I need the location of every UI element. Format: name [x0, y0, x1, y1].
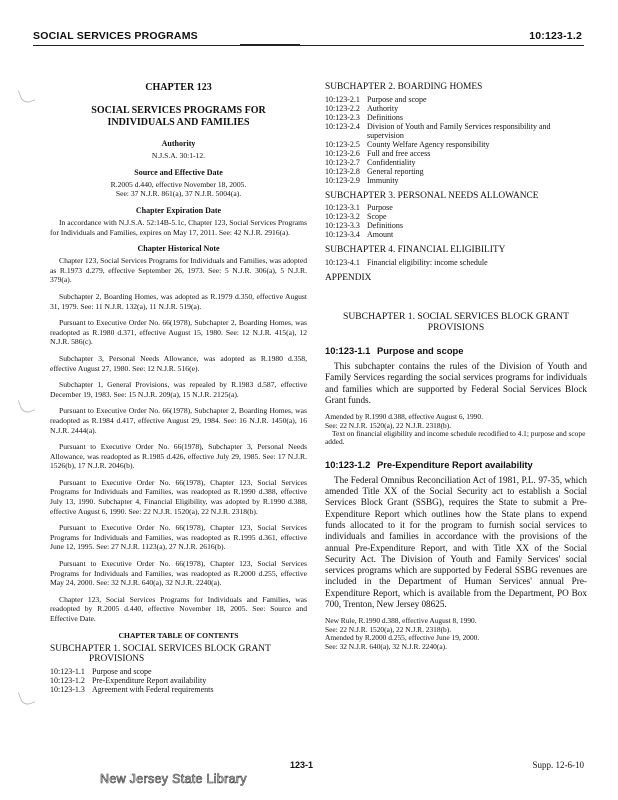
toc-appendix[interactable]: APPENDIX — [325, 272, 372, 283]
history-note: Chapter 123, Social Services Programs for Individuals and Families, was adopted as R.1973 d.279, effective September 26, 1973. See: 5 N.J.R. 306(a), 5 N.J.R. 379(a). — [50, 256, 308, 285]
toc-entry-title: Agreement with Federal requirements — [92, 684, 214, 694]
amendment-line: Text on financial eligibility and income schedule recodified to 4.1; purpose and scope added. — [325, 429, 586, 447]
subchapter-heading-line: PROVISIONS — [427, 322, 485, 333]
chapter-subtitle — [50, 105, 307, 129]
library-watermark: New Jersey State Library — [100, 772, 247, 786]
toc-entry-title: Financial eligibility: income schedule — [367, 257, 488, 267]
expiration-heading: Chapter Expiration Date — [135, 206, 222, 215]
toc-entry-number: 10:123-3.2 — [325, 212, 360, 221]
toc-entry-title: Purpose — [367, 203, 393, 212]
toc-subchapter-3-title: SUBCHAPTER 3. PERSONAL NEEDS ALLOWANCE — [325, 190, 539, 201]
toc-entry-number: 10:123-1.3 — [50, 684, 85, 694]
authority-heading: Authority — [161, 139, 196, 148]
toc-entry-number: 10:123-2.5 — [325, 139, 360, 149]
toc-entry[interactable] — [50, 685, 307, 694]
toc-entry-title: Definitions — [367, 221, 403, 230]
toc-entry-number: 10:123-2.6 — [325, 148, 360, 158]
toc-entry-title: Full and free access — [367, 148, 431, 158]
toc-entry-title: Confidentiality — [367, 157, 416, 167]
history-heading: Chapter Historical Note — [137, 244, 220, 254]
toc-entry-number: 10:123-4.1 — [325, 257, 360, 267]
toc-entry-title: Scope — [367, 212, 387, 221]
supplement-date: Supp. 12-6-10 — [532, 760, 584, 770]
toc-entry[interactable] — [325, 167, 587, 176]
header-rule — [33, 45, 584, 46]
amendment-line: See: 22 N.J.R. 1520(a), 22 N.J.R. 2318(b). — [325, 420, 452, 430]
rule-amendment-note — [325, 617, 587, 651]
running-head-right: 10:123-1.2 — [529, 30, 582, 42]
toc-heading: CHAPTER TABLE OF CONTENTS — [118, 630, 239, 640]
chapter-subtitle-line: INDIVIDUALS AND FAMILIES — [107, 117, 250, 128]
margin-mark — [18, 396, 35, 415]
amendment-line: See: 32 N.J.R. 640(a), 32 N.J.R. 2240(a). — [325, 641, 447, 651]
history-note: Subchapter 3, Personal Needs Allowance, was adopted as R.1980 d.358, effective August 27, 1980. See: 12 N.J.R. 516(e). — [50, 353, 307, 373]
toc-subchapter-4-title: SUBCHAPTER 4. FINANCIAL ELIGIBILITY — [325, 245, 506, 255]
toc-entry-number: 10:123-2.3 — [325, 112, 360, 122]
toc-entry[interactable] — [325, 149, 587, 158]
toc-entry-number: 10:123-2.1 — [325, 94, 360, 104]
toc-entry-title: Purpose and scope — [92, 666, 152, 676]
toc-entry-number: 10:123-1.1 — [50, 666, 85, 676]
toc-entry-title: Amount — [367, 230, 394, 239]
toc-entry-number: 10:123-2.4 — [325, 121, 360, 131]
toc-entry-number: 10:123-3.1 — [325, 203, 360, 212]
toc-entry-number: 10:123-2.8 — [325, 166, 360, 176]
rule-heading — [325, 345, 587, 356]
rule-amendment-note — [325, 413, 587, 447]
toc-entry[interactable] — [50, 667, 307, 676]
toc-entry-number: 10:123-2.2 — [325, 103, 360, 113]
margin-mark — [18, 86, 35, 105]
expiration-text: In accordance with N.J.S.A. 52:14B-5.1c, Chapter 123, Social Services Programs for Individuals and Families, expires on May 17, 2011. See: 42 N.J.R. 2916(a). — [50, 218, 307, 237]
toc-entry[interactable] — [325, 258, 587, 267]
toc-entry[interactable] — [50, 676, 307, 685]
left-column — [50, 82, 307, 700]
toc-entry[interactable] — [325, 140, 587, 149]
toc-subchapter-2-list — [325, 95, 587, 185]
margin-mark — [18, 688, 35, 707]
toc-subchapter-1-title — [50, 644, 307, 665]
source-heading: Source and Effective Date — [134, 168, 223, 177]
rule-body: This subchapter contains the rules of the Division of Youth and Family Services regarding the social services programs for individuals and families which are supported by Federal Social Services Block Grant funds. — [325, 361, 587, 405]
subchapter-heading-line: SUBCHAPTER 1. SOCIAL SERVICES BLOCK GRANT — [343, 311, 569, 322]
rule-body: The Federal Omnibus Reconciliation Act of 1981, P.L. 97-35, which amended Title XX of the Social Security act to establish a Social Services Block Grant (SSBG), requires the State to submit a Pre-Expenditure Report which outlines how the State plans to expend funds allocated to it for the program to furnish social services to individuals and families in accordance with the provisions of the annual Pre-Expenditure Report, and with Title XX of the Social Security Act. The Division of Youth and Family Services' social services programs which are supported by Federal SSBG revenues are included in the Department of Human Services' annual Pre-Expenditure Report, which is available from the Department, PO Box 700, Trenton, New Jersey 08625. — [325, 474, 587, 610]
toc-entry-number: 10:123-1.2 — [50, 675, 85, 685]
toc-entry-title: Authority — [367, 103, 399, 113]
chapter-subtitle-line: SOCIAL SERVICES PROGRAMS FOR — [91, 105, 266, 116]
toc-entry-title: Immunity — [367, 175, 399, 185]
history-note: Pursuant to Executive Order No. 66(1978), Subchapter 3, Personal Needs Allowance, was readopted as R.1985 d.426, effective July 29, 1985. See: 17 N.J.R. 1526(b), 17 N.J.R. 2046(b). — [50, 442, 307, 471]
toc-entry[interactable] — [325, 104, 587, 113]
toc-entry-title: County Welfare Agency responsibility — [367, 139, 490, 149]
subchapter-1-heading — [325, 311, 587, 333]
authority-text: N.J.S.A. 30:1-12. — [151, 151, 206, 160]
rule-title: Purpose and scope — [377, 345, 464, 356]
toc-entry-number: 10:123-2.9 — [325, 175, 360, 185]
toc-entry[interactable] — [325, 221, 587, 230]
history-note: Pursuant to Executive Order No. 66(1978), Subchapter 2, Boarding Homes, was readopted as R.1984 d.417, effective August 29, 1984. See: 16 N.J.R. 1450(a), 16 N.J.R. 2444(a). — [50, 406, 307, 435]
toc-entry[interactable] — [325, 113, 587, 122]
toc-subchapter-2-title: SUBCHAPTER 2. BOARDING HOMES — [325, 82, 483, 92]
history-note: Pursuant to Executive Order No. 66(1978), Chapter 123, Social Services Programs for Individuals and Families, was readopted as R.1995 d.361, effective June 12, 1995. See: 27 N.J.R. 1123(a), 27 N.J.R. 2616(b). — [50, 523, 307, 552]
toc-entry-number: 10:123-3.4 — [325, 230, 360, 239]
history-note: Subchapter 2, Boarding Homes, was adopted as R.1979 d.350, effective August 31, 1979. See: 11 N.J.R. 132(a), 11 N.J.R. 519(a). — [50, 291, 307, 311]
toc-subchapter-line: PROVISIONS — [89, 654, 145, 665]
toc-entry[interactable] — [325, 158, 587, 167]
header-rule-accent — [240, 44, 300, 46]
running-head-left: SOCIAL SERVICES PROGRAMS — [33, 30, 198, 42]
rule-number: 10:123-1.1 — [325, 345, 371, 356]
toc-entry[interactable] — [325, 230, 587, 239]
chapter-title: CHAPTER 123 — [145, 82, 212, 93]
toc-subchapter-4-list — [325, 258, 587, 267]
rule-heading — [325, 459, 587, 470]
toc-entry[interactable] — [325, 95, 587, 104]
amendment-line: New Rule, R.1990 d.388, effective August 8, 1990. — [325, 616, 477, 626]
toc-entry[interactable] — [325, 176, 587, 185]
toc-entry-title: General reporting — [367, 166, 424, 176]
rule-number: 10:123-1.2 — [325, 458, 371, 470]
toc-entry-number: 10:123-2.7 — [325, 157, 360, 167]
toc-entry[interactable] — [325, 203, 587, 212]
history-note: Pursuant to Executive Order No. 66(1978), Chapter 123, Social Services Programs for Individuals and Families, was readopted as R.2000 d.255, effective May 24, 2000. See: 32 N.J.R. 640(a), 32 N.J.R. 2240(a). — [50, 559, 307, 588]
toc-entry-title: Division of Youth and Family Services responsibility and supervision — [367, 121, 551, 140]
source-line: See: 37 N.J.R. 861(a), 37 N.J.R. 5004(a). — [115, 189, 242, 198]
amendment-line: Amended by R.1990 d.388, effective August 6, 1990. — [325, 412, 483, 422]
amendment-line: Amended by R.2000 d.255, effective June 19, 2000. — [325, 633, 480, 643]
toc-subchapter-1-list — [50, 667, 307, 694]
toc-subchapter-3-list — [325, 203, 587, 239]
toc-entry-title: Purpose and scope — [367, 94, 427, 104]
toc-entry-number: 10:123-3.3 — [325, 221, 360, 230]
page-number: 123-1 — [290, 760, 314, 770]
toc-entry[interactable] — [325, 212, 587, 221]
history-note: Subchapter 1, General Provisions, was repealed by R.1983 d.587, effective December 19, 1983. See: 15 N.J.R. 209(a), 15 N.J.R. 2125(a). — [50, 380, 307, 399]
source-line: R.2005 d.440, effective November 18, 2005. — [110, 180, 247, 189]
right-column — [325, 82, 587, 663]
history-note: Pursuant to Executive Order No. 66(1978), Subchapter 2, Boarding Homes, was readopted as R.1980 d.371, effective August 15, 1980. See: 12 N.J.R. 415(a), 12 N.J.R. 586(c). — [50, 318, 307, 347]
toc-entry[interactable] — [325, 122, 587, 140]
history-note: Chapter 123, Social Services Programs for Individuals and Families, was readopted by R.2005 d.440, effective November 18, 2005. See: Source and Effective Date. — [50, 594, 307, 623]
toc-entry-title: Definitions — [367, 112, 403, 122]
toc-subchapter-line: SUBCHAPTER 1. SOCIAL SERVICES BLOCK GRANT — [50, 643, 271, 654]
history-note: Pursuant to Executive Order No. 66(1978), Chapter 123, Social Services Programs for Individuals and Families, was readopted as R.1990 d.388, effective July 13, 1990. Subchapter 4, Financial Eligibility, was adopted by R.1990 d.388, effective August 6, 1990. See: 22 N.J.R. 1520(a), 22 N.J.R. 2318(b). — [50, 477, 307, 516]
rule-title: Pre-Expenditure Report availability — [377, 458, 533, 470]
source-text — [50, 180, 307, 198]
amendment-line: See: 22 N.J.R. 1520(a), 22 N.J.R. 2318(b). — [325, 624, 452, 634]
toc-entry-title: Pre-Expenditure Report availability — [92, 675, 207, 685]
